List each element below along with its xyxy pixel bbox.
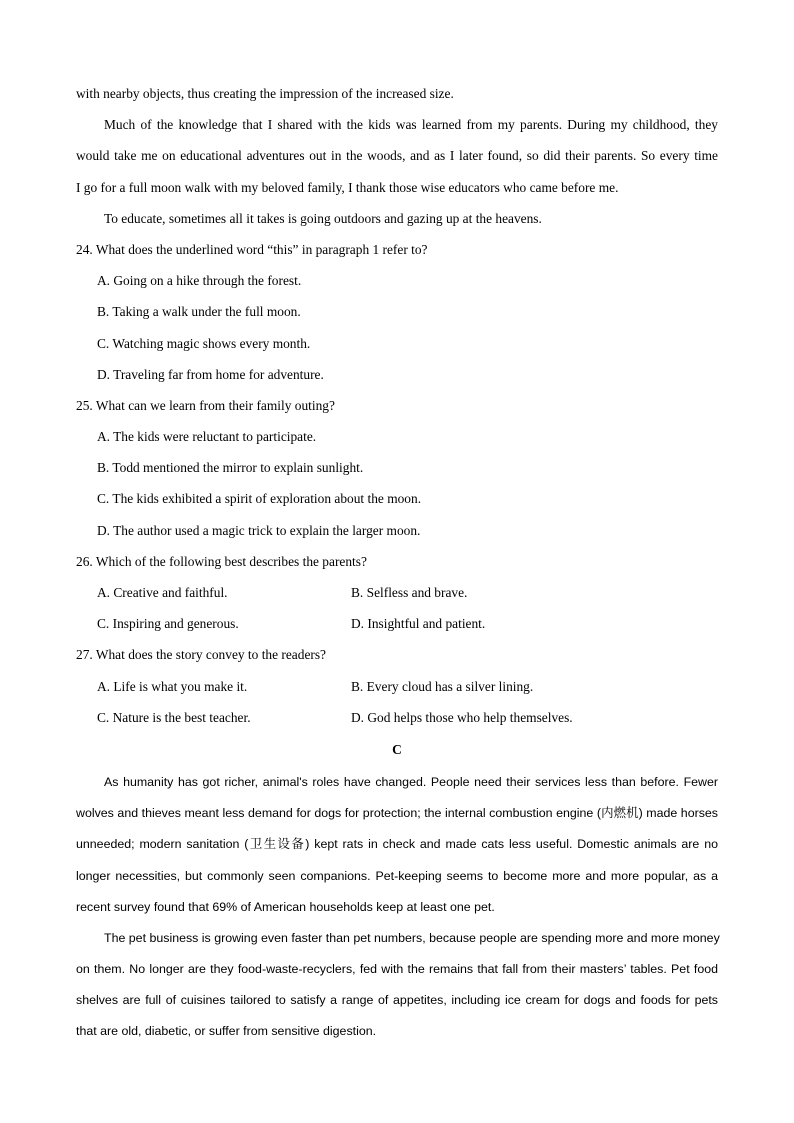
question-27-options-row [76,671,718,702]
question-25-option-a: A. The kids were reluctant to participate. [97,429,317,445]
question-26-options-row [76,608,718,639]
passage-c-para1-line: unneeded; modern sanitation (卫生设备) kept rats in check and made cats less useful. Domestic animals are no [76,837,718,852]
question-25-stem: 25. What can we learn from their family outing? [76,397,335,413]
question-24-option-d: D. Traveling far from home for adventure. [97,366,324,382]
question-27-options-row [76,702,718,733]
exam-page [76,78,718,1048]
question-25-option-c: C. The kids exhibited a spirit of exploration about the moon. [97,491,422,507]
passage-b-para2-line: I go for a full moon walk with my beloved family, I thank those wise educators who came before me. [76,179,619,195]
question-26-option-b: B. Selfless and brave. [351,585,468,600]
passage-c-heading: C [392,741,402,757]
passage-c-para2-line: on them. No longer are they food-waste-recyclers, fed with the remains that fall from their masters’ tables. Pet food [76,962,718,977]
question-24-stem: 24. What does the underlined word “this” in paragraph 1 refer to? [76,241,428,257]
passage-c-para2-line: The pet business is growing even faster than pet numbers, because people are spending more and more money [104,930,720,945]
passage-c-para2-line: that are old, diabetic, or suffer from sensitive digestion. [76,1024,377,1039]
passage-b-para2-line: Much of the knowledge that I shared with the kids was learned from my parents. During my childhood, they [104,117,718,133]
passage-c-para1-line: longer necessities, but commonly seen companions. Pet-keeping seems to become more and more popular, as a [76,868,718,883]
question-26-option-c: C. Inspiring and generous. [97,616,239,632]
question-27-stem: 27. What does the story convey to the readers? [76,647,327,663]
question-27-option-a: A. Life is what you make it. [97,678,248,694]
question-27-option-d: D. God helps those who help themselves. [351,709,573,725]
question-24-option-b: B. Taking a walk under the full moon. [97,304,301,320]
passage-c-para1-line: As humanity has got richer, animal's roles have changed. People need their services less than before. Fewer [104,774,718,789]
question-26-option-a: A. Creative and faithful. [97,585,228,600]
question-26-options-row [76,577,718,608]
passage-b-closing-line: with nearby objects, thus creating the impression of the increased size. [76,86,454,101]
passage-c-para1-line: recent survey found that 69% of American households keep at least one pet. [76,899,495,914]
passage-b-para3: To educate, sometimes all it takes is going outdoors and gazing up at the heavens. [104,210,542,226]
question-26-stem: 26. Which of the following best describes the parents? [76,553,367,569]
question-25-option-d: D. The author used a magic trick to explain the larger moon. [97,522,421,538]
question-24-option-a: A. Going on a hike through the forest. [97,273,302,289]
question-26-option-d: D. Insightful and patient. [351,616,486,632]
question-27-option-b: B. Every cloud has a silver lining. [351,678,534,694]
passage-c-para2-line: shelves are full of cuisines tailored to satisfy a range of appetites, including ice cream for dogs and foods for pets [76,993,718,1008]
question-27-option-c: C. Nature is the best teacher. [97,709,251,725]
passage-b-para2-line: would take me on educational adventures out in the woods, and as I later found, so did their parents. So every time [76,148,718,164]
question-25-option-b: B. Todd mentioned the mirror to explain sunlight. [97,460,364,476]
question-24-option-c: C. Watching magic shows every month. [97,335,311,351]
passage-c-para1-line: wolves and thieves meant less demand for dogs for protection; the internal combustion engine (内燃机) made horses [76,806,718,821]
